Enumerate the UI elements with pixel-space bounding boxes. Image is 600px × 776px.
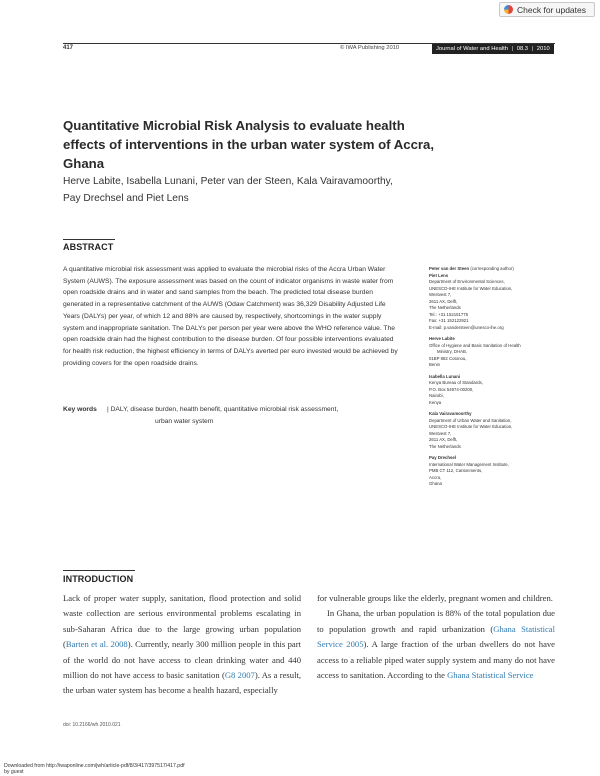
affiliation-name: Pay Drechsel (429, 455, 456, 460)
affiliation-line: The Netherlands (429, 443, 461, 449)
affiliation-block (429, 411, 589, 450)
abstract-rule (63, 239, 115, 240)
affiliation-line: UNESCO-IHE Institute for Water Education, (429, 285, 513, 291)
affiliation-name: Herve Labite (429, 336, 455, 341)
download-guest: by guest (4, 769, 24, 775)
intro-paragraph: for vulnerable groups like the elderly, pregnant women and children. (317, 593, 553, 603)
introduction-left-column (63, 591, 301, 699)
header-copyright: © IWA Publishing 2010 (340, 45, 400, 51)
keywords-line-1: | DALY, disease burden, health benefit, quantitative microbial risk assessment, (107, 406, 339, 413)
introduction-rule (63, 570, 135, 571)
affiliation-line: Ministry, DHAB, (437, 349, 468, 354)
affiliation-name: Peter van der Steen (429, 266, 470, 271)
intro-text: ). Currently, nearly 300 million people in this part of the world do not have access to clean drinking water and 440 million do not have access to basic sanitation ( (63, 639, 301, 681)
affiliation-line: Tel.: +31 152151775 (429, 311, 469, 317)
affiliation-line: Westvest 7, (429, 430, 452, 436)
page-number: 417 (63, 45, 74, 51)
affiliation-line: Nairobi, (429, 393, 444, 398)
intro-text: In Ghana, the urban population is 88% of the total population due to population growth and rapid urbanization ( (317, 608, 555, 634)
keywords (63, 404, 403, 427)
affiliation-line: UNESCO-IHE Institute for Water Education, (429, 424, 513, 429)
citation-link[interactable]: Ghana Statistical Service (447, 670, 534, 681)
affiliation-note: (corresponding author) (469, 266, 514, 271)
check-for-updates-label: Check for updates (517, 4, 586, 15)
journal-issue: 08.3 (516, 46, 529, 52)
affiliation-line: Piet Lens (429, 272, 449, 278)
affiliation-line: Fax: +31 152122921 (429, 318, 469, 323)
affiliation-line: Department of Environmental Sciences, (429, 279, 505, 284)
citation-link[interactable]: Ghana Statistical Service 2005 (317, 623, 555, 650)
affiliation-block (429, 266, 589, 331)
doi: doi: 10.2166/wh.2010.021 (63, 722, 121, 728)
authors-line-2: Pay Drechsel and Piet Lens (63, 193, 189, 204)
citation-link[interactable]: G8 2007 (224, 670, 255, 681)
intro-text: ). As a result, the urban water system has become a health hazard, especially (63, 670, 301, 696)
affiliation-name: Isabella Lunani (429, 373, 461, 379)
authors-line-1: Herve Labite, Isabella Lunani, Peter van der Steen, Kala Vairavamoorthy, (63, 176, 393, 187)
download-url[interactable]: Downloaded from http://iwaponline.com/jwh/article-pdf/8/3/417/397517/417.pdf (4, 763, 185, 769)
affiliation-block (429, 374, 589, 407)
affiliation-line: 2611 AX, Delft, (429, 437, 458, 442)
affiliation-line: Westvest 7, (429, 292, 452, 297)
abstract-text: A quantitative microbial risk assessment was applied to evaluate the microbial risks of the Accra Urban Water System (AUWS). The exposure assessment was based on the count of indicator organisms in waste water from open roadside drains and in water and sand samples from the beach. The predicted total disease burden generated in a representative catchment of the AUWS (Odaw Catchment) was 36,329 Disability Adjusted Life Years (DALYs) per year, of which 12 and 88% are caused by, respectively, shortcomings in the water supply system and inappropriate sanitation. The DALYs per person per year were above the WHO reference value. The open roadside drain had the highest contribution to the disease burden. Of four possible interventions evaluated for health risk reduction, the highest efficiency in terms of DALYs averted per euro invested would be achieved by providing covers for the open roadside drains. (63, 266, 398, 367)
intro-paragraph (317, 606, 555, 683)
journal-year: 2010 (536, 46, 550, 52)
affiliation-block (429, 336, 589, 369)
affiliation-line: Office of Hygiene and Basic Sanitation of Health (429, 342, 521, 348)
affiliation-line: Kenya (429, 399, 442, 405)
affiliation-line: Ghana (429, 481, 442, 486)
update-check-icon (504, 5, 513, 14)
header-journal-box: Journal of Water and Health | 08.3 | 2010 (432, 44, 554, 54)
affiliation-line: Accra, (429, 474, 442, 480)
affiliation-line: Kenya Bureau of Standards, (429, 380, 483, 385)
article-title: Quantitative Microbial Risk Analysis to evaluate health effects of interventions in the urban water system of Accra, Ghana (63, 118, 435, 171)
keywords-label: Key words (63, 406, 97, 413)
affiliation-block (429, 455, 589, 488)
affiliation-line: 2611 AX, Delft, (429, 298, 458, 304)
keywords-line-2: urban water system (155, 417, 214, 425)
introduction-heading: INTRODUCTION (63, 574, 134, 584)
affiliation-line: Department of Urban Water and Sanitation, (429, 417, 512, 423)
affiliation-line: International Water Management Institute, (429, 461, 509, 467)
affiliation-name: Kala Vairavamoorthy (429, 411, 472, 416)
download-footer (4, 763, 185, 775)
affiliation-email: E-mail: p.vandersteen@unesco-ihe.org (429, 324, 504, 330)
affiliation-line: P.O. Box 54974-00200, (429, 386, 474, 392)
affiliation-line: Benin (429, 362, 440, 367)
affiliation-line: The Netherlands (429, 305, 461, 310)
author-affiliations (429, 266, 589, 493)
affiliation-line: PMB CT 112, Cantonments, (429, 468, 483, 473)
check-for-updates-button[interactable] (499, 2, 595, 17)
article-authors (63, 173, 443, 207)
citation-link[interactable]: Barten et al. 2008 (65, 639, 128, 650)
affiliation-line: 01BP 882 Cotonou, (429, 355, 467, 361)
intro-text: Lack of proper water supply, sanitation, flood protection and solid waste collection are serious environmental problems escalating in sub-Saharan Africa due to the large growing urban population ( (63, 593, 301, 650)
journal-name: Journal of Water and Health (436, 46, 508, 52)
intro-paragraph (63, 591, 301, 699)
introduction-right-column (317, 591, 555, 683)
intro-text: ). A large fraction of the urban dwellers do not have access to a reliable piped water supply system and many do not have access to sanitation. According to the (317, 639, 555, 681)
abstract-heading: ABSTRACT (63, 242, 114, 252)
